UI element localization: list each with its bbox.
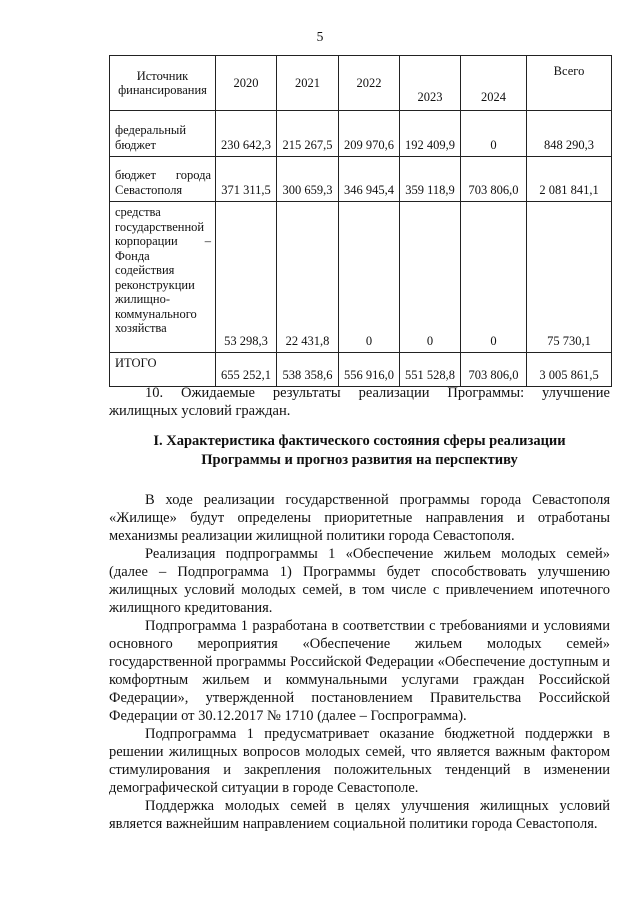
table-cell: 230 642,3 xyxy=(216,111,277,157)
row-source xyxy=(110,202,216,353)
table-cell: 0 xyxy=(461,111,527,157)
table-cell: 0 xyxy=(400,202,461,353)
item-10-block xyxy=(109,384,610,420)
header-year: 2021 xyxy=(277,56,339,111)
table-row xyxy=(110,111,612,157)
row-source-text: средства государственной корпорации – Фонда содействия реконструкции жилищно-коммунального хозяйства xyxy=(115,205,211,335)
body-text xyxy=(109,491,610,833)
table-header-row xyxy=(110,56,612,111)
table-row xyxy=(110,202,612,353)
paragraph: Поддержка молодых семей в целях улучшения жилищных условий является важнейшим направлением социальной политики города Севастополя. xyxy=(109,798,610,832)
row-source: ИТОГО xyxy=(110,353,216,387)
table-cell: 300 659,3 xyxy=(277,157,339,202)
table-cell: 346 945,4 xyxy=(339,157,400,202)
table-cell: 538 358,6 xyxy=(277,353,339,387)
table-cell: 215 267,5 xyxy=(277,111,339,157)
table-cell: 22 431,8 xyxy=(277,202,339,353)
table-cell: 359 118,9 xyxy=(400,157,461,202)
table-cell: 53 298,3 xyxy=(216,202,277,353)
table-row xyxy=(110,157,612,202)
header-year: 2020 xyxy=(216,56,277,111)
row-source xyxy=(110,157,216,202)
table-cell: 209 970,6 xyxy=(339,111,400,157)
row-source: федеральный бюджет xyxy=(110,111,216,157)
header-year: 2022 xyxy=(339,56,400,111)
table-cell-total: 3 005 861,5 xyxy=(527,353,612,387)
paragraph: В ходе реализации государственной программы города Севастополя «Жилище» будут определены приоритетные направления и отработаны механизмы реализации жилищной политики города Севастополя. xyxy=(109,492,610,544)
paragraph: Подпрограмма 1 предусматривает оказание бюджетной поддержки в решении жилищных вопросов молодых семей, что является важным фактором стимулирования и закрепления положительных тенденций в изменении демографической ситуации в городе Севастополе. xyxy=(109,726,610,796)
table-cell: 0 xyxy=(339,202,400,353)
section-heading xyxy=(109,432,610,470)
table-cell: 556 916,0 xyxy=(339,353,400,387)
heading-line-2: Программы и прогноз развития на перспективу xyxy=(201,452,518,468)
table-cell-total: 75 730,1 xyxy=(527,202,612,353)
table-cell: 703 806,0 xyxy=(461,353,527,387)
table-cell: 551 528,8 xyxy=(400,353,461,387)
table-cell: 703 806,0 xyxy=(461,157,527,202)
header-total: Всего xyxy=(527,56,612,111)
header-year: 2023 xyxy=(400,56,461,111)
header-year: 2024 xyxy=(461,56,527,111)
table-cell: 192 409,9 xyxy=(400,111,461,157)
heading-line-1: I. Характеристика фактического состояния сферы реализации xyxy=(153,433,566,449)
row-source-text: бюджет города Севастополя xyxy=(115,168,211,197)
table-cell-total: 2 081 841,1 xyxy=(527,157,612,202)
page-number: 5 xyxy=(316,29,324,44)
financing-table xyxy=(109,55,612,387)
item-10-text: 10. Ожидаемые результаты реализации Программы: улучшение жилищных условий граждан. xyxy=(109,385,610,419)
table-cell: 371 311,5 xyxy=(216,157,277,202)
paragraph: Реализация подпрограммы 1 «Обеспечение жильем молодых семей» (далее – Подпрограмма 1) Программы будет способствовать улучшению жилищных условий молодых семей, в том числе с привлечением ипотечного жилищного кредитования. xyxy=(109,546,610,616)
table-cell: 655 252,1 xyxy=(216,353,277,387)
paragraph: Подпрограмма 1 разработана в соответствии с требованиями и условиями основного мероприятия «Обеспечение жильем молодых семей» государственной программы Российской Федерации «Обеспечение доступным и комфортным жильем и коммунальными услугами граждан Российской Федерации», утвержденной постановлением Правительства Российской Федерации от 30.12.2017 № 1710 (далее – Госпрограмма). xyxy=(109,618,610,724)
table-cell-total: 848 290,3 xyxy=(527,111,612,157)
table-cell: 0 xyxy=(461,202,527,353)
table-row-total xyxy=(110,353,612,387)
header-source: Источник финансирования xyxy=(110,56,216,111)
